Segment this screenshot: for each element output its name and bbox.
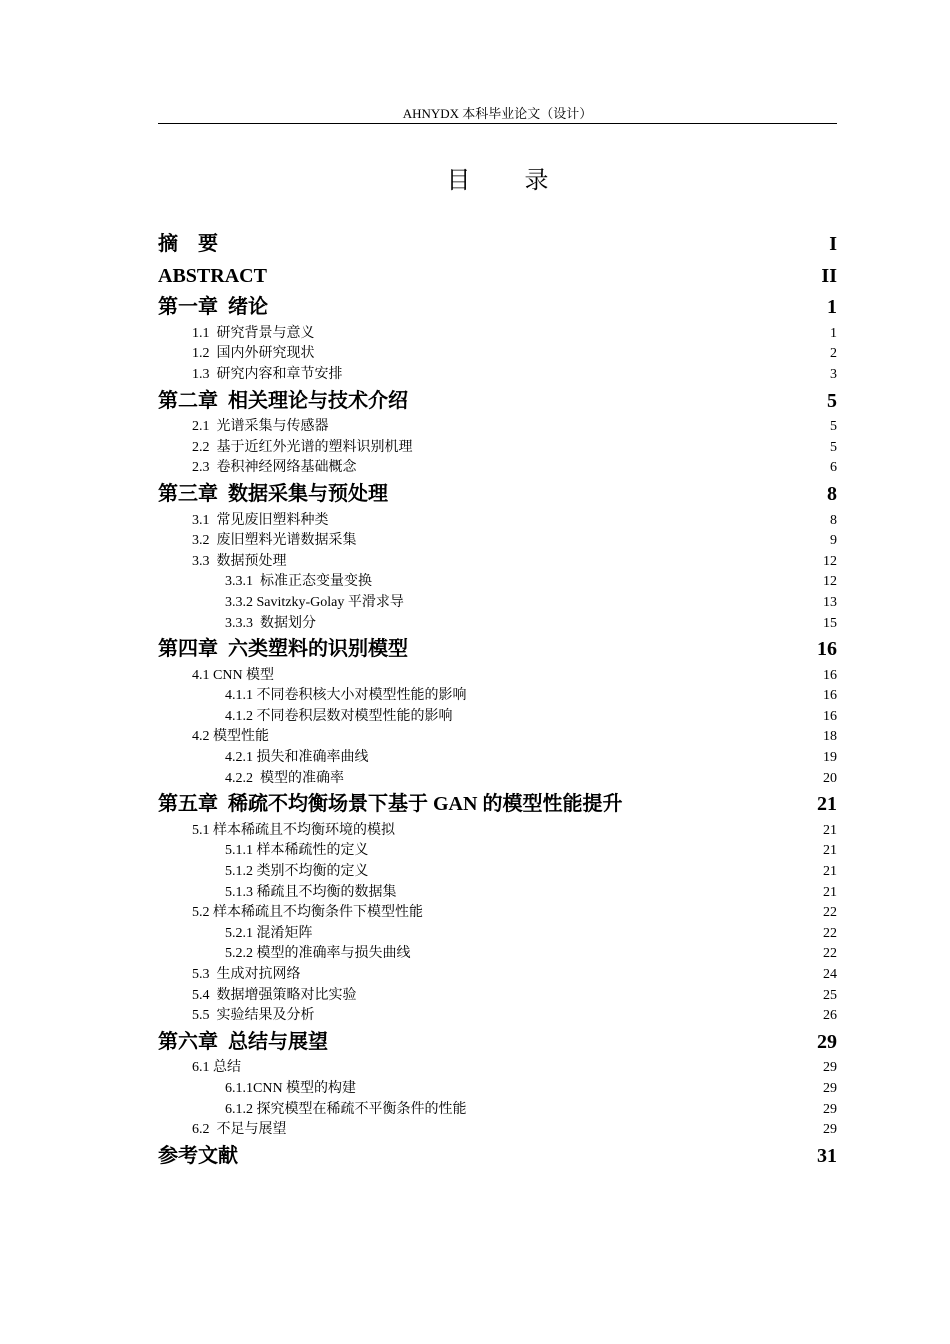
toc-entry-title: 3.3.3 数据划分 <box>225 615 316 631</box>
toc-entry-title: 5.1.2 类别不均衡的定义 <box>225 864 369 880</box>
toc-entry-title: 3.3.2 Savitzky-Golay 平滑求导 <box>225 594 404 610</box>
toc-page-number: 8 <box>830 512 837 528</box>
toc-entry-title: 第二章 相关理论与技术介绍 <box>158 389 408 412</box>
toc-entry-title: 5.1.1 样本稀疏性的定义 <box>225 843 369 859</box>
toc-section-entry[interactable] <box>158 686 837 707</box>
toc-page-number: 21 <box>823 843 837 859</box>
toc-entry-title: 第六章 总结与展望 <box>158 1030 328 1053</box>
toc-page-number: 19 <box>823 750 837 766</box>
toc-page-number: 26 <box>823 1008 837 1024</box>
toc-entry-title: 参考文献 <box>158 1144 238 1167</box>
toc-page-number: 29 <box>823 1101 837 1117</box>
toc-entry-title: 5.2 样本稀疏且不均衡条件下模型性能 <box>192 905 423 921</box>
toc-section-entry[interactable] <box>158 552 837 573</box>
toc-page-number: 5 <box>830 419 837 435</box>
toc-chapter-entry[interactable] <box>158 386 837 418</box>
toc-page-number: II <box>821 264 837 287</box>
toc-page-number: 12 <box>823 553 837 569</box>
toc-section-entry[interactable] <box>158 572 837 593</box>
toc-page-number: 16 <box>823 667 837 683</box>
toc-entry-title: 4.1.2 不同卷积层数对模型性能的影响 <box>225 708 453 724</box>
toc-section-entry[interactable] <box>158 417 837 438</box>
toc-section-entry[interactable] <box>158 1006 837 1027</box>
toc-page-number: 29 <box>817 1030 837 1053</box>
toc-page-number: 22 <box>823 925 837 941</box>
toc-entry-title: 6.1.1CNN 模型的构建 <box>225 1080 357 1096</box>
toc-page-number: 31 <box>817 1144 837 1167</box>
toc-page-number: 5 <box>827 389 837 412</box>
toc-page-number: 2 <box>830 346 837 362</box>
toc-page-number: 25 <box>823 987 837 1003</box>
toc-chapter-entry[interactable] <box>158 229 837 261</box>
toc-entry-title: 5.2.1 混淆矩阵 <box>225 925 313 941</box>
toc-title: 目 录 <box>446 168 573 194</box>
toc-page-number: 22 <box>823 905 837 921</box>
table-of-contents <box>158 229 837 1172</box>
toc-entry-title: 4.2.1 损失和准确率曲线 <box>225 750 369 766</box>
toc-entry-title: 1.2 国内外研究现状 <box>192 346 315 362</box>
toc-entry-title: 第三章 数据采集与预处理 <box>158 482 388 505</box>
toc-entry-title: 6.2 不足与展望 <box>192 1122 287 1138</box>
toc-section-entry[interactable] <box>158 883 837 904</box>
toc-page-number: 20 <box>823 770 837 786</box>
toc-section-entry[interactable] <box>158 769 837 790</box>
toc-page-number: 3 <box>830 366 837 382</box>
page-header: AHNYDX 本科毕业论文（设计） <box>402 106 593 121</box>
toc-entry-title: 5.1.3 稀疏且不均衡的数据集 <box>225 884 397 900</box>
toc-entry-title: 2.2 基于近红外光谱的塑料识别机理 <box>192 439 413 455</box>
toc-section-entry[interactable] <box>158 903 837 924</box>
toc-entry-title: 5.5 实验结果及分析 <box>192 1008 315 1024</box>
toc-page-number: 16 <box>817 638 837 661</box>
toc-section-entry[interactable] <box>158 531 837 552</box>
toc-entry-title: 5.4 数据增强策略对比实验 <box>192 987 357 1003</box>
toc-chapter-entry[interactable] <box>158 1027 837 1059</box>
toc-page-number: 13 <box>823 594 837 610</box>
toc-chapter-entry[interactable] <box>158 789 837 821</box>
toc-entry-title: 摘 要 <box>158 233 218 255</box>
toc-entry-title: 4.2.2 模型的准确率 <box>225 770 344 786</box>
toc-section-entry[interactable] <box>158 1100 837 1121</box>
toc-page-number: 29 <box>823 1080 837 1096</box>
toc-section-entry[interactable] <box>158 365 837 386</box>
toc-section-entry[interactable] <box>158 707 837 728</box>
header-rule <box>158 123 837 124</box>
toc-entry-title: ABSTRACT <box>158 264 267 287</box>
toc-entry-title: 3.1 常见废旧塑料种类 <box>192 512 329 528</box>
toc-section-entry[interactable] <box>158 593 837 614</box>
toc-page-number: 24 <box>823 967 837 982</box>
toc-section-entry[interactable] <box>158 458 837 479</box>
toc-entry-title: 第五章 稀疏不均衡场景下基于 GAN 的模型性能提升 <box>158 793 623 816</box>
toc-page-number: 5 <box>830 439 837 455</box>
toc-entry-title: 3.3.1 标准正态变量变换 <box>225 574 372 590</box>
toc-page-number: 15 <box>823 615 837 631</box>
toc-chapter-entry[interactable] <box>158 261 837 293</box>
toc-section-entry[interactable] <box>158 748 837 769</box>
toc-section-entry[interactable] <box>158 324 837 345</box>
toc-entry-title: 4.1.1 不同卷积核大小对模型性能的影响 <box>225 688 467 704</box>
toc-section-entry[interactable] <box>158 727 837 748</box>
toc-entry-title: 4.1 CNN 模型 <box>192 667 275 683</box>
toc-entry-title: 5.1 样本稀疏且不均衡环境的模拟 <box>192 822 395 838</box>
toc-entry-title: 3.2 废旧塑料光谱数据采集 <box>192 533 357 549</box>
toc-page-number: 1 <box>830 325 837 341</box>
toc-page-number: 9 <box>830 533 837 549</box>
toc-section-entry[interactable] <box>158 666 837 687</box>
toc-page-number: 29 <box>823 1122 837 1138</box>
toc-chapter-entry[interactable] <box>158 292 837 324</box>
toc-section-entry[interactable] <box>158 862 837 883</box>
toc-page-number: 29 <box>823 1060 837 1076</box>
toc-section-entry[interactable] <box>158 944 837 965</box>
toc-entry-title: 2.3 卷积神经网络基础概念 <box>192 460 357 476</box>
toc-entry-title: 3.3 数据预处理 <box>192 553 287 569</box>
toc-section-entry[interactable] <box>158 614 837 635</box>
toc-section-entry[interactable] <box>158 438 837 459</box>
toc-entry-title: 1.3 研究内容和章节安排 <box>192 366 343 382</box>
toc-page-number: 16 <box>823 708 837 724</box>
toc-section-entry[interactable] <box>158 511 837 532</box>
toc-page-number: 22 <box>823 946 837 962</box>
toc-entry-title: 第一章 绪论 <box>158 296 268 319</box>
toc-page-number: 12 <box>823 574 837 590</box>
toc-entry-title: 1.1 研究背景与意义 <box>192 325 315 341</box>
toc-section-entry[interactable] <box>158 344 837 365</box>
toc-page-number: 21 <box>823 822 837 838</box>
toc-section-entry[interactable] <box>158 1120 837 1141</box>
toc-page-number: 21 <box>817 793 837 816</box>
toc-page-number: 6 <box>830 460 837 476</box>
toc-section-entry[interactable] <box>158 965 837 986</box>
toc-page-number: 16 <box>823 688 837 704</box>
toc-page-number: 8 <box>827 482 837 505</box>
toc-section-entry[interactable] <box>158 1079 837 1100</box>
toc-entry-title: 5.3 生成对抗网络 <box>192 967 301 982</box>
toc-section-entry[interactable] <box>158 1058 837 1079</box>
toc-section-entry[interactable] <box>158 924 837 945</box>
toc-chapter-entry[interactable] <box>158 1141 837 1173</box>
toc-section-entry[interactable] <box>158 821 837 842</box>
toc-section-entry[interactable] <box>158 986 837 1007</box>
toc-entry-title: 6.1.2 探究模型在稀疏不平衡条件的性能 <box>225 1101 467 1117</box>
toc-chapter-entry[interactable] <box>158 634 837 666</box>
toc-page-number: 18 <box>823 729 837 745</box>
toc-chapter-entry[interactable] <box>158 479 837 511</box>
toc-page-number: 1 <box>827 296 837 319</box>
toc-page-number: 21 <box>823 884 837 900</box>
toc-page-number: 21 <box>823 864 837 880</box>
toc-entry-title: 第四章 六类塑料的识别模型 <box>158 638 408 661</box>
toc-entry-title: 4.2 模型性能 <box>192 729 269 745</box>
toc-entry-title: 5.2.2 模型的准确率与损失曲线 <box>225 946 411 962</box>
toc-section-entry[interactable] <box>158 841 837 862</box>
toc-entry-title: 6.1 总结 <box>192 1060 241 1076</box>
toc-entry-title: 2.1 光谱采集与传感器 <box>192 419 329 435</box>
toc-page-number: I <box>829 233 837 255</box>
